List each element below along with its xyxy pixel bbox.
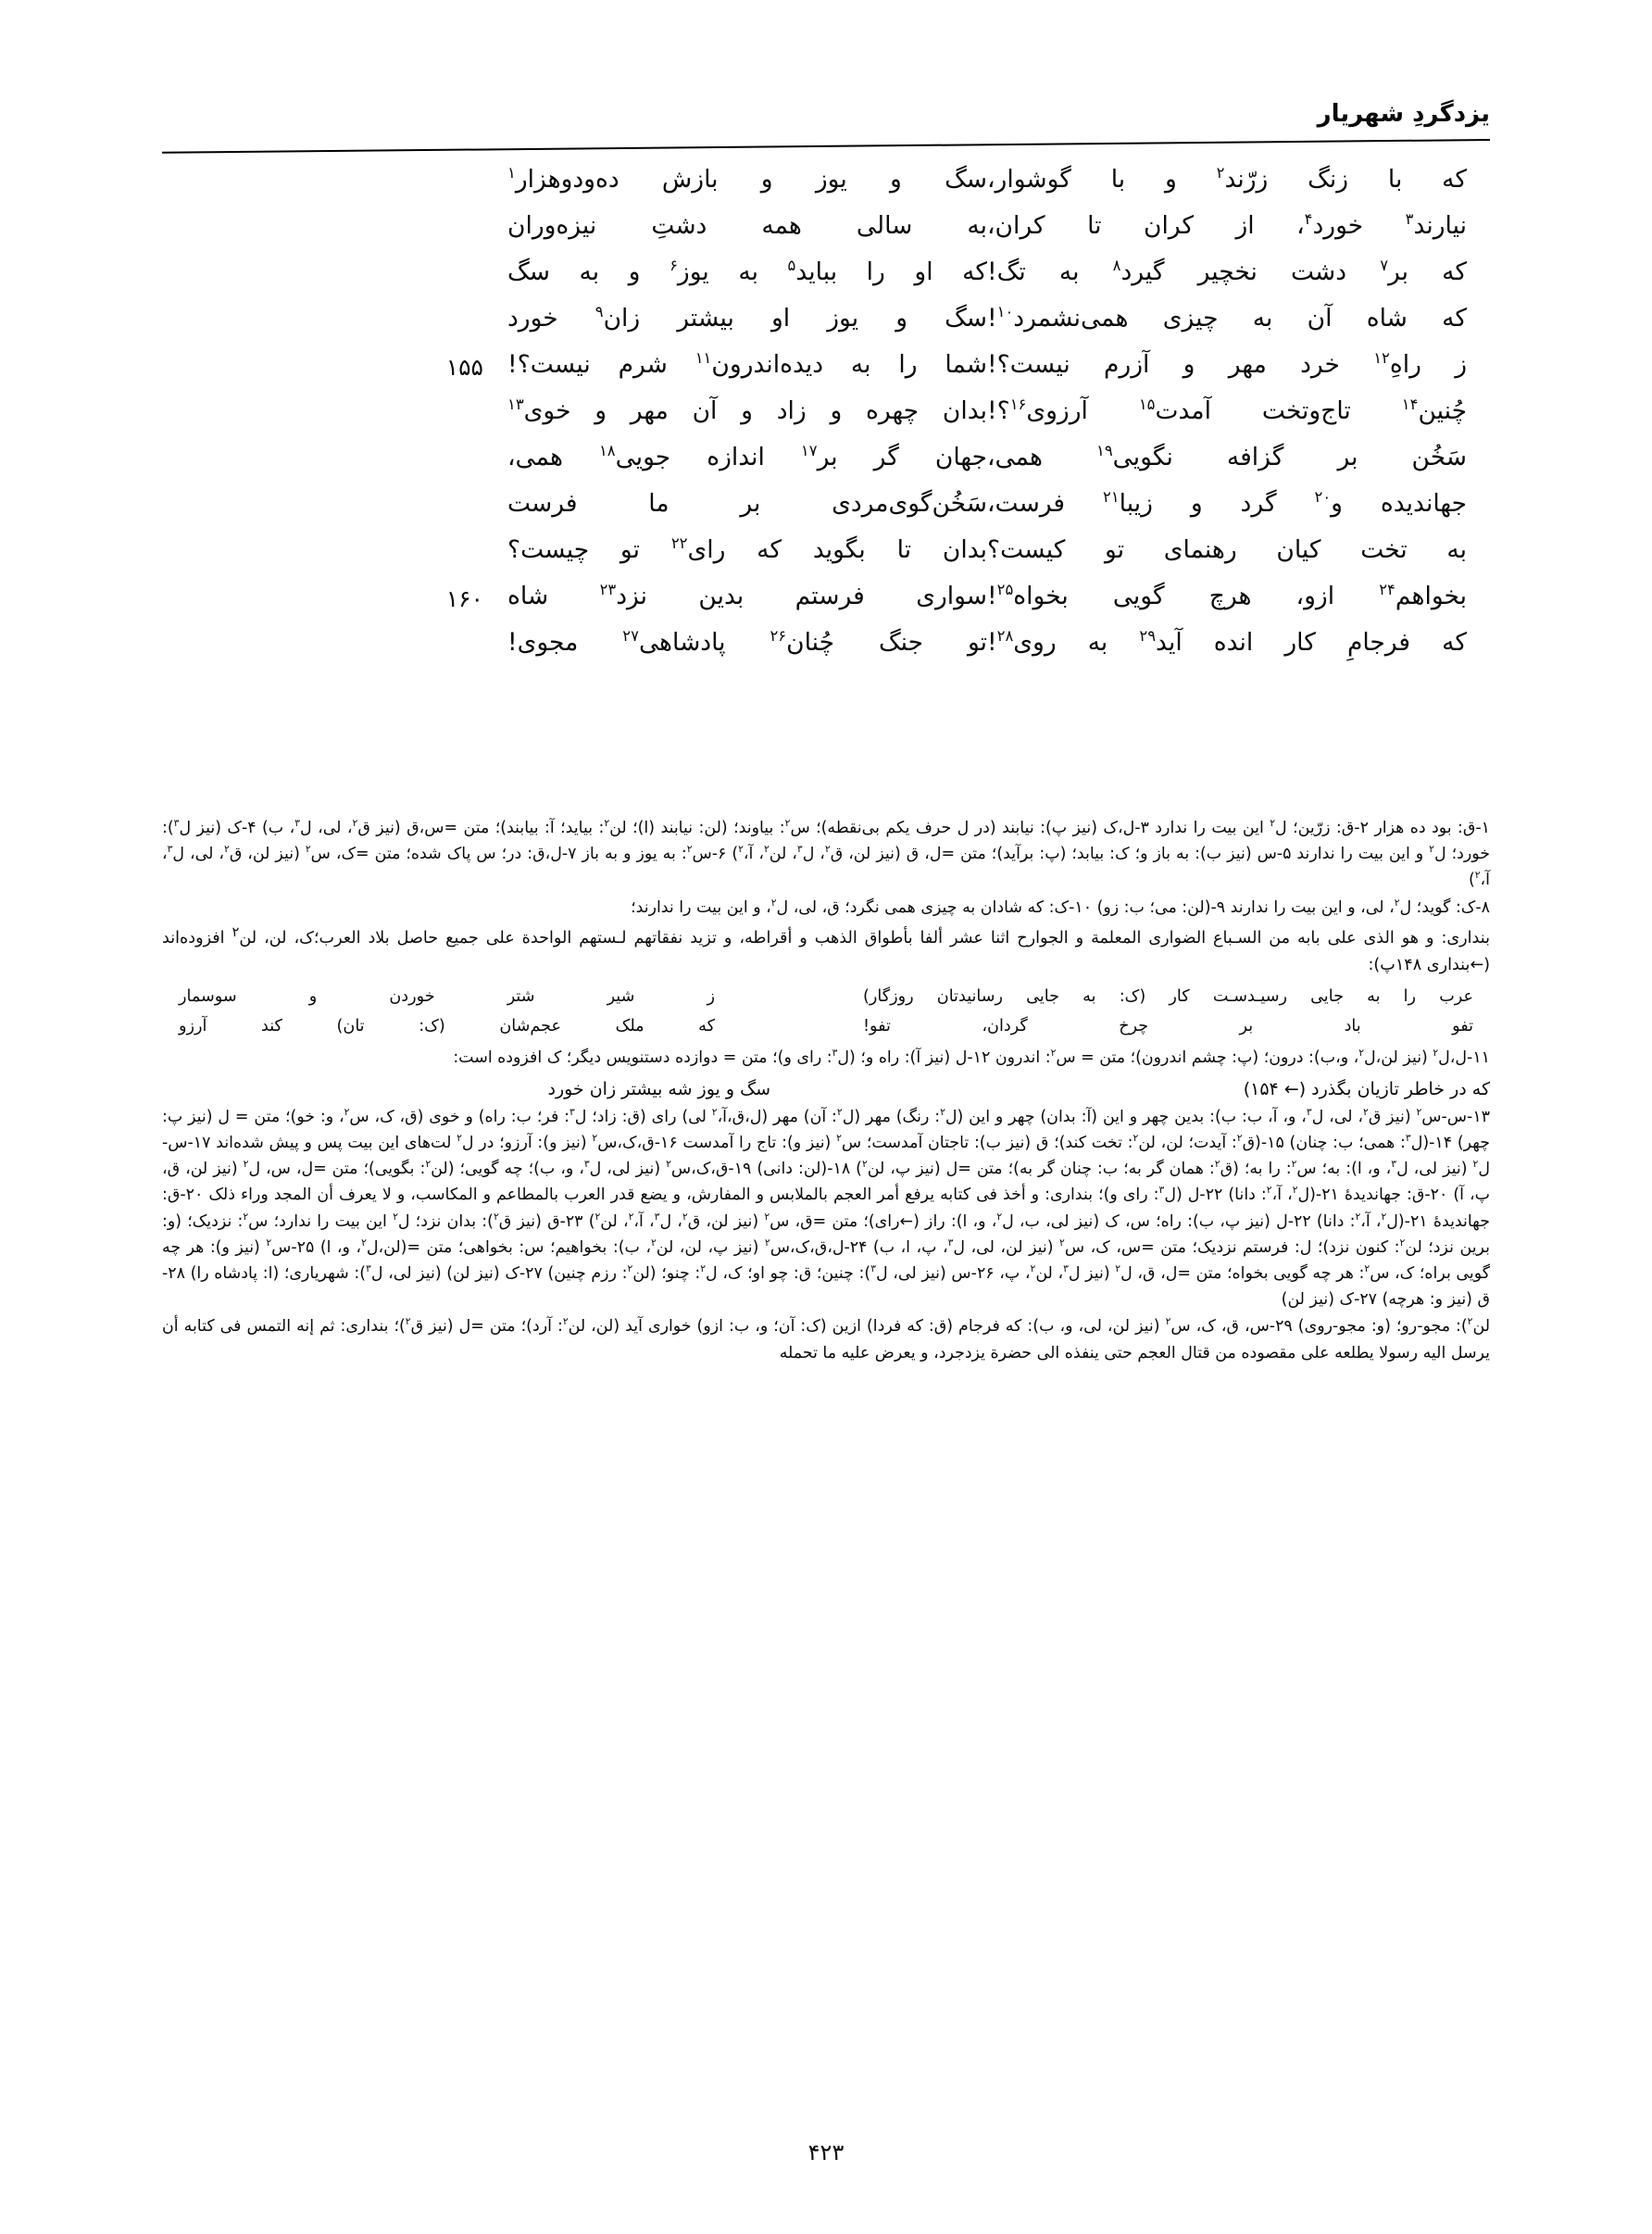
hemistich-first: بدان تا بگوید که رای$^{۲۲}$ تو چیست؟ <box>507 534 987 564</box>
header-rule <box>162 139 1490 154</box>
verse-number <box>424 398 483 400</box>
hemistich-second: بخواهم$^{۲۴}$ ازو، هرچ گویی بخواه$^{۲۵}$! <box>987 581 1467 610</box>
hemistich-second: که شاه آن به چیزی همی‌نشمرد$^{۱۰}$! <box>987 303 1467 333</box>
verse-number <box>424 306 483 307</box>
verse-couplet <box>185 488 1467 537</box>
hemistich-second: نیارند$^۳$ خورد$^۴$، از کران تا کران، <box>987 210 1467 240</box>
hemistich-second: به تخت کیان رهنمای تو کیست؟ <box>987 535 1467 564</box>
inset-couplet-group <box>162 983 1490 1041</box>
verse-couplet <box>185 210 1467 259</box>
hemistich-second: که بر$^۷$ دشت نخچیر گیرد$^۸$ به تگ! <box>987 257 1467 286</box>
verse-couplet <box>185 534 1467 584</box>
hemistich-first: سگ و یوز و بازش ده‌ودوهزار$^۱$ <box>507 164 987 194</box>
hemistich-first: شما را به دیده‌اندرون$^{۱۱}$ شرم نیست؟! <box>507 349 987 379</box>
verse-couplet <box>185 395 1467 445</box>
hemistich-first: بدان چهره و زاد و آن مهر و خوی$^{۱۳}$ <box>507 395 987 425</box>
hemistich-second: ز راهِ$^{۱۲}$ خرد مهر و آزرم نیست؟! <box>987 349 1467 379</box>
verse-number <box>424 213 483 215</box>
verse-number: ۱۵۵ <box>445 354 483 381</box>
verse-couplet <box>185 442 1468 491</box>
folio-number: ۴۲۳ <box>807 2140 845 2165</box>
running-title: یزدگردِ شهریار <box>1317 100 1490 128</box>
page-header <box>162 100 1490 159</box>
hemistich-first: جهان گر بر$^{۱۷}$ اندازه جویی$^{۱۸}$ همی، <box>507 442 988 471</box>
footnote-entry: ۱۳-س-س$^۲$ (نیز ق$^۲$، لی، ل$^۳$، و، آ، ب: ب): بدین چهر و این (آ: بدان) چهر و این (ل$^۲$: رنگ) مهر (ل$^۲$: آن) مهر (ل،ق،آ،$^۲$ لی) رای (ق: زاد؛ ل$^۳$: فر؛ ب: راه) و خوی (ق، ک، س$^۲$، و: خو)؛ متن = ل (نیز پ: چهر) ۱۴-(ل$^۳$: همی؛ ب: چنان) ۱۵-(ق$^۲$: آیدت؛ لن، لن$^۲$: تخت کند)؛ ق (نیز ب): تاجتان آمدست؛ س$^۲$ (نیز و): تاج را آمدست ۱۶-ق،ک،س$^۲$ (نیز و): آرزو؛ در ل$^۲$ لت‌های این بیت پس و پیش شده‌اند ۱۷-س-ل$^۲$ (نیز لی، ل$^۳$، و، ا): به؛ س$^۲$: را به؛ (ق$^۲$: همان گر به؛ ب: چنان گر به)؛ متن =ل (نیز پ، لن$^۲$) ۱۸-(لن: دانی) ۱۹-ق،ک،س$^۲$ (نیز لی، ل$^۳$، و، ب)؛ چه گویی؛ (لن$^۲$: بگویی)؛ متن =ل، س، ل$^۲$ (نیز لن، ق، پ، آ) ۲۰-ق: جهاندیدهٔ ۲۱-(ل$^۲$، آ،$^۲$: دانا) ۲۲-ل (ل$^۳$: رای و)؛ بنداری: و أخذ فی کتابه یرفع أمر العجم بالملابس و المفارش، و یضع قدر العرب بالمطاعم و المکاسب، و لا یعرف أن المجد وراء ذلک ۲۰-ق: جهاندیدهٔ ۲۱-(ل$^۲$، آ،$^۲$: دانا) ۲۲-ل (نیز پ، ب): راه؛ س، ک (نیز لی، ب، ل$^۲$، و، ا): راز (←رای)؛ متن =ق، س$^۲$ (نیز لن، ق$^۲$، ل$^۳$، آ،$^۲$، لن$^۲$) ۲۳-ق (نیز ق$^۲$): بدان نزد؛ ل$^۲$ این بیت را ندارد؛ س$^۲$: نزدیک؛ (و: برین نزد؛ لن$^۲$: کنون نزد)؛ ل: فرستم نزدیک؛ متن =س، ک، س$^۲$ (نیز لن، لی، ل$^۳$، پ، ا، ب) ۲۴-ل،ق،ک،س$^۲$ (نیز پ، لن، لن$^۲$، ب): بخواهیم؛ س: بخواهی؛ متن =(لن،ل$^۲$، و، ا) ۲۵-س$^۲$ (نیز و): هر چه گویی براه؛ ک، س$^۲$: هر چه گویی بخواه؛ متن =ل، ق، ل$^۲$ (نیز ل$^۳$، لن$^۲$، پ، ۲۶-س (نیز لی، ل$^۳$): چنین؛ ق: چو او؛ ک، ل$^۲$: چنو؛ (لن$^۲$: رزم چنین) ۲۷-ک (نیز لن) (نیز لی، ل$^۳$): شهریاری؛ (ا: پادشاه را) ۲۸-ق (نیز و: هرچه) ۲۷-ک (نیز لن) <box>162 1106 1491 1310</box>
hemistich-second: چُنین$^{۱۴}$ تاج‌وتخت آمدت$^{۱۵}$ آرزوی$^{۱۶}$؟! <box>987 395 1467 425</box>
footnote-entry: ۱-ق: بود ده هزار ۲-ق: زرّین؛ ل$^۲$ این بیت را ندارد ۳-ل،ک (نیز پ): نیابند (در ل حرف یکم بی‌نقطه)؛ س$^۲$: بیاوند؛ (لن: نیابند (ا)؛ لن$^۲$: بیاید؛ آ: بیابند)؛ متن =س،ق (نیز ق$^۲$، لی، ل$^۳$، ب) ۴-ک (نیز ل$^۳$): خورد؛ ل$^۲$ و این بیت را ندارند ۵-س (نیز ب): به باز و؛ ک: بیابد؛ (پ: برآید)؛ متن =ل، ق (نیز لن، ق$^۲$، ل$^۳$، لن$^۲$، آ،$^۲$) ۶-س$^۲$: به یوز و به باز ۷-ل،ق: در؛ س پاک شده؛ متن =ک، س$^۲$ (نیز لن، ق$^۲$، لی، ل$^۳$، آ،$^۲$) <box>162 817 1491 890</box>
verse-couplet <box>185 303 1467 352</box>
footnote-entry: لن$^۲$): مجو-رو؛ (و: مجو-روی) ۲۹-س، ق، ک، س$^۲$ (نیز لن، لی، و، ب): که فرجام (ق: که فردا) ازین (ک: آن؛ و، ب: ازو) خواری آید (لن، لن$^۲$: آرد)؛ متن =ل (نیز ق$^۲$)؛ بنداری: ثم إنه التمس فی کتابه أن یرسل الیه رسولا یطلعه علی مقصوده من قتال العجم حتی ینفذه الی حضرة یزدجرد، و یعرض علیه ما تحمله <box>162 1315 1491 1362</box>
hemistich-second: که فرجامِ کار انده آید$^{۲۹}$ به روی$^{۲۸}$! <box>987 627 1467 657</box>
verse-couplet <box>185 164 1467 213</box>
verse-block <box>185 164 1468 676</box>
verse-couplet <box>185 627 1467 676</box>
verse-number <box>424 445 483 446</box>
hemistich-first: به سالی همه دشتِ نیزه‌وران <box>507 211 987 240</box>
hemistich-first: تو جنگ چُنان$^{۲۶}$ پادشاهی$^{۲۷}$ مجوی! <box>507 627 988 657</box>
hemistich-first: سَخُن‌گوی‌مردی بر ما فرست <box>507 489 987 518</box>
verse-number <box>424 259 483 261</box>
verse-couplet <box>185 259 1467 306</box>
hemistich-first: سگ و یوز او بیشتر زان$^۹$ خورد <box>507 303 987 333</box>
arabic-quotation: بنداری: و هو الذی علی بابه من السـباع الضواری المعلمة و الجوارح اثنا عشر ألفا بأطواق الذهب و أقراطه، و تزید نفقاتهم لـستهم الواحدة علی جمیع حاصل بلاد العرب؛ک، لن، لن$^۲$ افزوده‌اند (←بنداری ۱۴۸پ): <box>162 923 1490 974</box>
hemistich-second: که با زنگ زرّند$^۲$ و با گوشوار، <box>987 164 1467 194</box>
inset-hemistich-first: که ملک عجم‌شان (ک: تان) کند آرزو <box>179 1016 715 1035</box>
inset-couplet <box>162 983 1490 1012</box>
footnote-entry: ۱۱-ل،ل$^۲$ (نیز لن،ل$^۲$، و،ب): درون؛ (پ: چشم اندرون)؛ متن = س$^۲$: اندرون ۱۲-ل (نیز آ): راه و؛ (ل$^۳$: رای و)؛ متن = دوازده دستنویس دیگر؛ ک افزوده است: <box>453 1047 1490 1068</box>
inset-hemistich-first: ز شیر شتر خوردن و سوسمار <box>179 987 715 1007</box>
hemistich-second: جهاندیده و$^{۲۰}$ گرد و زیبا$^{۲۱}$ فرست، <box>987 488 1467 518</box>
critical-apparatus <box>162 815 1490 1367</box>
hemistich-first: که او را بباید$^۵$ به یوز$^۶$ و به سگ <box>507 257 987 286</box>
added-couplet <box>162 1074 1490 1104</box>
hemistich-first: سواری فرستم بدین نزد$^{۲۳}$ شاه <box>507 581 987 610</box>
verse-number <box>424 167 483 169</box>
added-hemistich-first: سگ و یوز شه بیشتر زان خورد <box>547 1078 770 1099</box>
verse-number: ۱۶۰ <box>445 585 483 612</box>
inset-hemistich-second: تفو باد بر چرخ گردان، تفو! <box>863 1016 1473 1035</box>
added-hemistich-second: که در خاطر تازیان بگذرد (← ۱۵۴) <box>1243 1078 1490 1099</box>
verse-couplet <box>185 349 1467 398</box>
hemistich-second: سَخُن بر گزافه نگویی$^{۱۹}$ همی، <box>987 442 1468 471</box>
verse-number <box>424 630 483 632</box>
inset-couplet <box>162 1012 1490 1042</box>
verse-number <box>424 537 483 539</box>
inset-hemistich-second: عرب را به جایی رسیـدسـت کار (ک: به جایی رسانیدتان روزگار) <box>863 987 1473 1007</box>
footnote-entry: ۸-ک: گوید؛ ل$^۲$، لی، و این بیت را ندارند ۹-(لن: می؛ ب: زو) ۱۰-ک: که شادان به چیزی همی نگرد؛ ق، لی، ل$^۲$، و این بیت را ندارند؛ <box>631 896 1490 917</box>
verse-couplet <box>185 581 1467 630</box>
verse-number <box>424 491 483 493</box>
